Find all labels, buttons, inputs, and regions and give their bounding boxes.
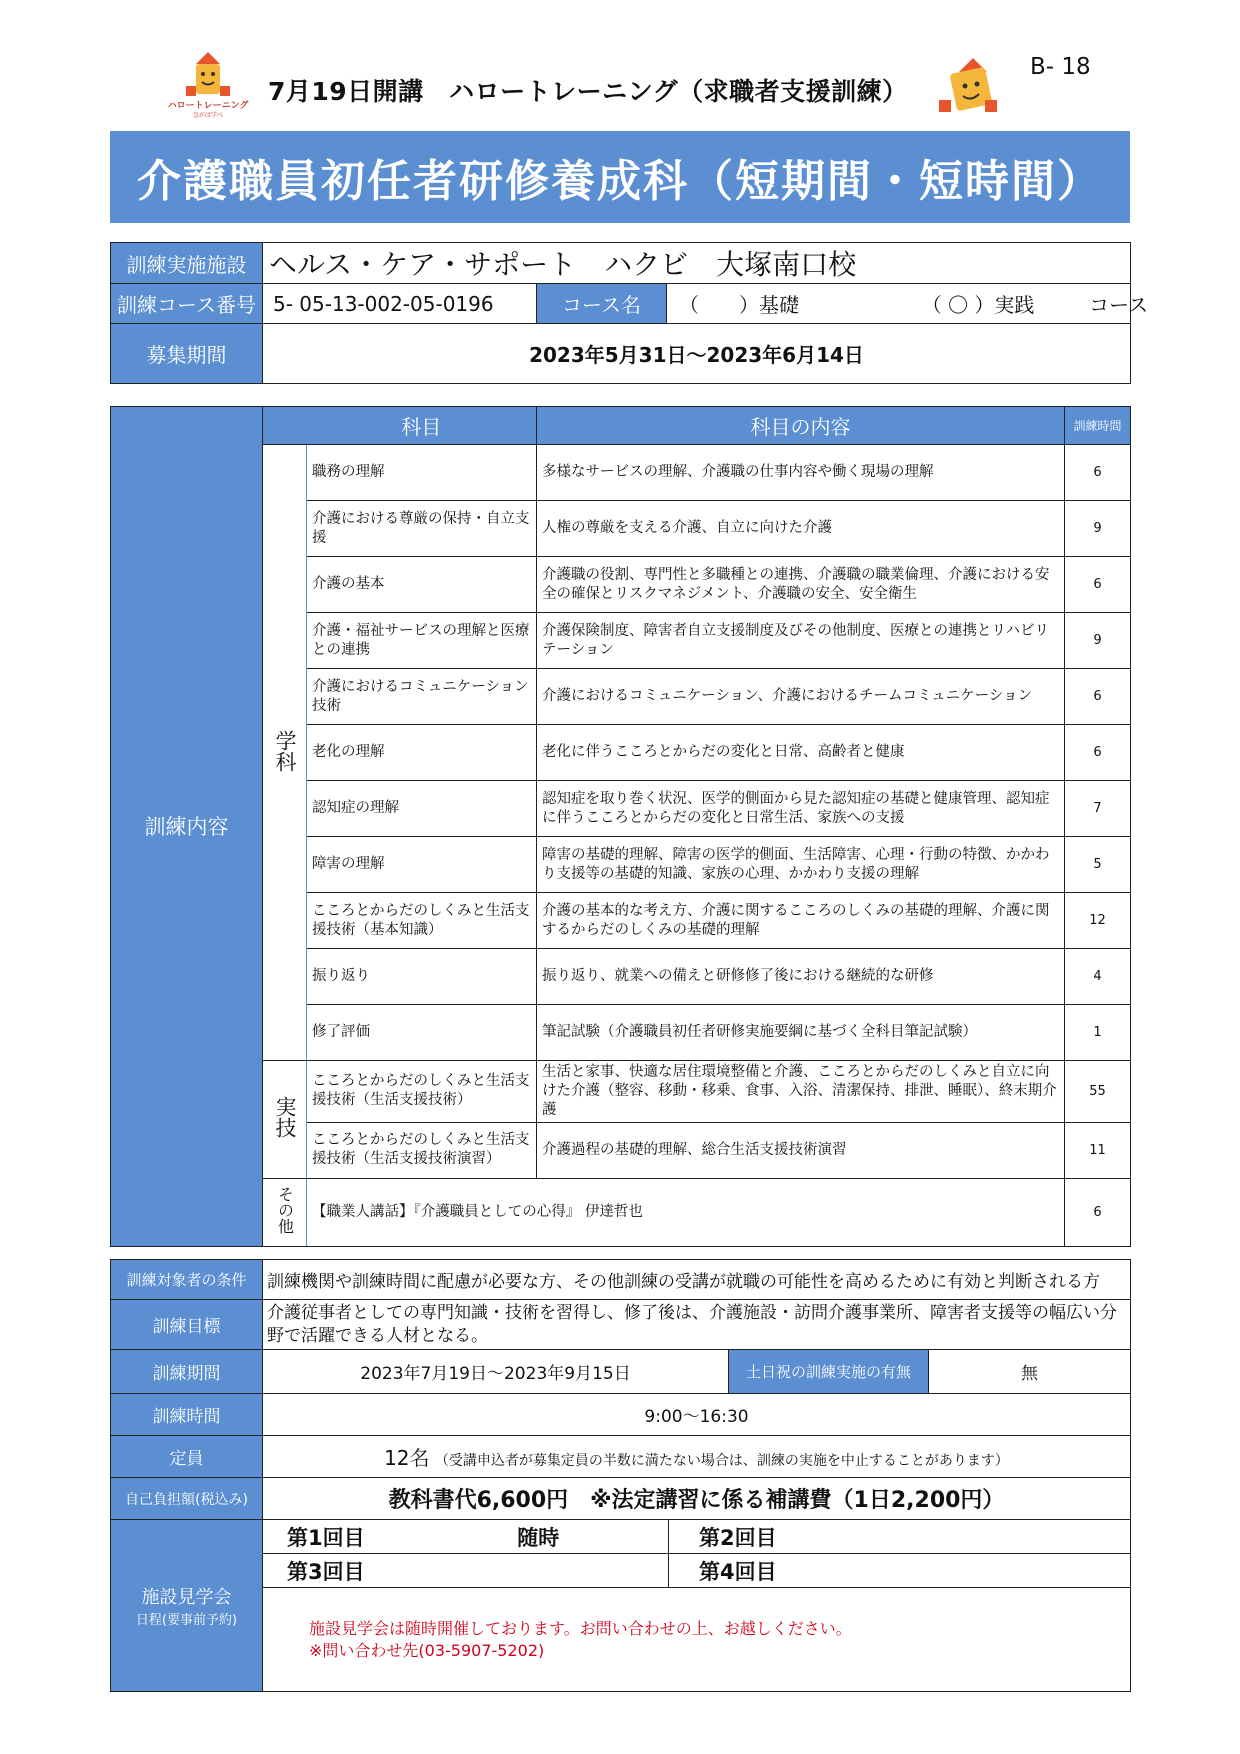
capacity-label: 定員 [111,1436,263,1478]
category-other: その他 [263,1178,307,1246]
weekend-label: 土日祝の訓練実施の有無 [729,1350,929,1394]
subject-name: こころとからだのしくみと生活支援技術（生活支援技術） [307,1061,537,1123]
tour-contact: ※問い合わせ先(03-5907-5202) [309,1640,545,1660]
recruit-label: 募集期間 [111,324,263,384]
capacity-value: 12名 [384,1446,430,1470]
course-content-table [110,406,1131,1247]
subject-hours: 55 [1065,1061,1131,1123]
category-jitsugi: 実技 [263,1061,307,1179]
subject-name: 介護における尊厳の保持・自立支援 [307,501,537,557]
subject-content: 介護におけるコミュニケーション、介護におけるチームコミュニケーション [537,669,1065,725]
subject-hours: 1 [1065,1005,1131,1061]
tour-label: 施設見学会 [141,1587,232,1608]
hello-training-logo [178,50,238,100]
subject-content: 多様なサービスの理解、介護職の仕事内容や働く現場の理解 [537,445,1065,501]
period-label: 訓練期間 [111,1350,263,1394]
cost-label: 自己負担額(税込み) [111,1478,263,1520]
time-label: 訓練時間 [111,1394,263,1436]
subject-content: 介護保険制度、障害者自立支援制度及びその他制度、医療との連携とリハビリテーション [537,613,1065,669]
subject-name: 老化の理解 [307,725,537,781]
other-content: 【職業人講話】『介護職員としての心得』 伊達哲也 [307,1178,1065,1246]
course-title-banner: 介護職員初任者研修養成科（短期間・短時間） [110,131,1130,223]
facility-name: ヘルス・ケア・サポート ハクビ 大塚南口校 [263,243,1131,284]
form-code: B- 18 [1030,54,1091,80]
subject-content: 筆記試験（介護職員初任者研修実施要綱に基づく全科目筆記試験） [537,1005,1065,1061]
tour-1-label: 第1回目 [287,1525,365,1550]
subject-name: 介護・福祉サービスの理解と医療との連携 [307,613,537,669]
target-label: 訓練対象者の条件 [111,1260,263,1300]
subject-name: 職務の理解 [307,445,537,501]
weekend-value: 無 [929,1350,1131,1394]
course-type-practice: （ 〇 ）実践 [921,293,1035,317]
subject-content: 振り返り、就業への備えと研修修了後における継続的な研修 [537,949,1065,1005]
subject-content: 介護過程の基礎的理解、総合生活支援技術演習 [537,1122,1065,1178]
recruit-period: 2023年5月31日～2023年6月14日 [263,324,1131,384]
other-hours: 6 [1065,1178,1131,1246]
subject-name: こころとからだのしくみと生活支援技術（基本知識） [307,893,537,949]
training-period: 2023年7月19日～2023年9月15日 [263,1350,729,1394]
course-type [667,284,1149,324]
training-time: 9:00～16:30 [263,1394,1131,1436]
tour-notes [263,1588,1131,1692]
col-hours-header: 訓練時間 [1065,407,1131,445]
subject-name: こころとからだのしくみと生活支援技術（生活支援技術演習） [307,1122,537,1178]
subject-name: 認知症の理解 [307,781,537,837]
col-subject-header: 科目 [307,407,537,445]
subject-hours: 6 [1065,445,1131,501]
header-title: 7月19日開講 ハロートレーニング（求職者支援訓練） [268,77,908,106]
goal-text: 介護従事者としての専門知識・技術を習得し、修了後は、介護施設・訪問介護事業所、障害者支援等の幅広い分野で活躍できる人材となる。 [263,1300,1131,1350]
subject-content: 認知症を取り巻く状況、医学的側面から見た認知症の基礎と健康管理、認知症に伴うこころとからだの変化と日常生活、家族への支援 [537,781,1065,837]
capacity-note: （受講申込者が募集定員の半数に満たない場合は、訓練の実施を中止することがあります） [434,1453,1009,1469]
subject-content: 人権の尊厳を支える介護、自立に向けた介護 [537,501,1065,557]
course-number: 5- 05-13-002-05-0196 [263,284,537,324]
subject-hours: 9 [1065,501,1131,557]
target-text: 訓練機関や訓練時間に配慮が必要な方、その他訓練の受講が就職の可能性を高めるために有効と判断される方 [263,1260,1131,1300]
facility-label: 訓練実施施設 [111,243,263,284]
subject-hours: 4 [1065,949,1131,1005]
subject-hours: 7 [1065,781,1131,837]
subject-name: 介護におけるコミュニケーション技術 [307,669,537,725]
subject-content: 老化に伴うこころとからだの変化と日常、高齢者と健康 [537,725,1065,781]
cost-text: 教科書代6,600円 ※法定講習に係る補講費（1日2,200円） [263,1478,1131,1520]
logo-subcaption: 急がば学べ [192,112,223,119]
col-content-header: 科目の内容 [537,407,1065,445]
subject-hours: 6 [1065,557,1131,613]
subject-name: 振り返り [307,949,537,1005]
subject-name: 介護の基本 [307,557,537,613]
subject-name: 修了評価 [307,1005,537,1061]
subject-hours: 6 [1065,725,1131,781]
subject-hours: 11 [1065,1122,1131,1178]
course-name-label: コース名 [537,284,667,324]
subject-content: 生活と家事、快適な居住環境整備と介護、こころとからだのしくみと自立に向けた介護（整容、移動・移乗、食事、入浴、清潔保持、排泄、睡眠）、終末期介護 [537,1061,1065,1123]
course-type-suffix: コース [1089,293,1149,317]
logo-caption: ハロートレーニング [167,101,249,111]
subject-hours: 6 [1065,669,1131,725]
subject-name: 障害の理解 [307,837,537,893]
course-no-label: 訓練コース番号 [111,284,263,324]
tour-session-1 [263,1520,669,1554]
subject-content: 障害の基礎的理解、障害の医学的側面、生活障害、心理・行動の特徴、かかわり支援等の基礎的知識、家族の心理、かかわり支援の理解 [537,837,1065,893]
subject-content: 介護の基本的な考え方、介護に関するこころのしくみの基礎的理解、介護に関するからだのしくみの基礎的理解 [537,893,1065,949]
capacity [263,1436,1131,1478]
tour-note: 施設見学会は随時開催しております。お問い合わせの上、お越しください。 [309,1618,852,1638]
course-info-table [110,242,1149,384]
course-type-basic: （ ）基礎 [679,293,799,317]
subject-content: 介護職の役割、専門性と多職種との連携、介護職の職業倫理、介護における安全の確保とリスクマネジメント、介護職の安全、安全衛生 [537,557,1065,613]
mascot-icon [925,56,1001,118]
training-conditions-table [110,1259,1131,1692]
subject-hours: 12 [1065,893,1131,949]
course-section-label: 訓練内容 [111,407,263,1247]
tour-session-3: 第3回目 [263,1554,669,1588]
tour-session-2: 第2回目 [669,1520,1131,1554]
tour-label-cell [111,1520,263,1692]
subject-hours: 9 [1065,613,1131,669]
tour-sublabel: 日程(要事前予約) [135,1613,238,1628]
goal-label: 訓練目標 [111,1300,263,1350]
tour-session-4: 第4回目 [669,1554,1131,1588]
category-gakka: 学科 [263,445,307,1061]
subject-hours: 5 [1065,837,1131,893]
tour-1-value: 随時 [517,1525,560,1550]
